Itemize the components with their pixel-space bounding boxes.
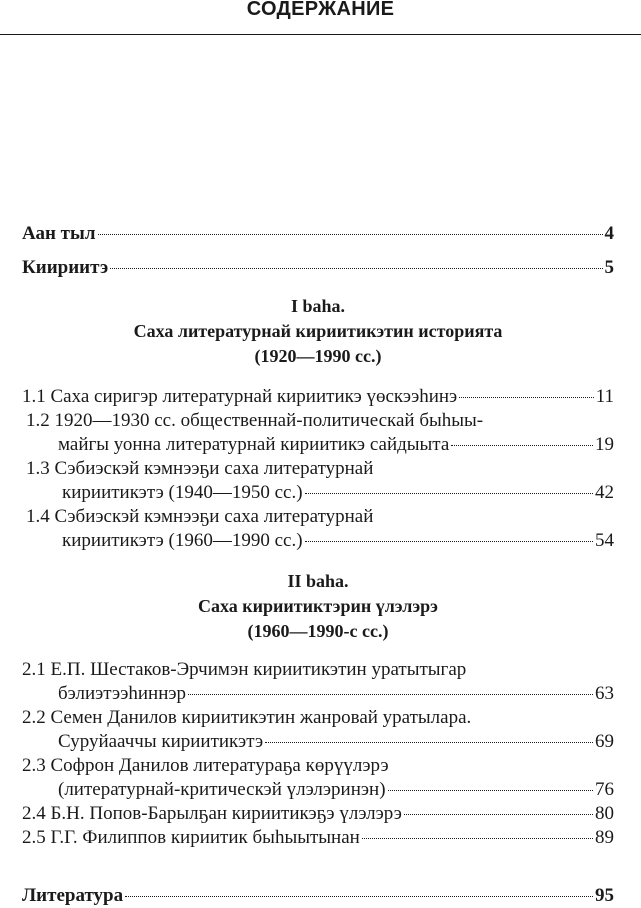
chapter-title: Саха кириитиктэрин үлэлэрэ	[198, 596, 438, 616]
chapter-2-heading	[22, 569, 614, 644]
toc-entry-title-line: кириитикэтэ (1960—1990 сс.)	[62, 530, 303, 551]
chapter-number: I baha.	[290, 296, 346, 316]
toc-entry-continuation	[22, 778, 614, 802]
toc-entry-continuation	[22, 682, 614, 706]
toc-entry-1-2	[22, 409, 614, 457]
leader-dots	[388, 790, 593, 791]
toc-entry-continuation	[22, 433, 614, 457]
toc-page-number: 4	[604, 223, 614, 244]
toc-entry-title-line: 2.3 Софрон Данилов литератураҕа көрүүлэрэ	[22, 755, 389, 776]
toc-entry-title-line: 2.1 Е.П. Шестаков-Эрчимэн кириитикэтин уратытыгар	[22, 659, 467, 680]
toc-page-number: 19	[595, 434, 614, 455]
leader-dots	[98, 234, 603, 235]
leader-dots	[459, 397, 593, 398]
toc-entry-title: Аан тыл	[22, 223, 96, 244]
leader-dots	[305, 541, 593, 542]
toc-entry-title-line: майгы уонна литературнай кириитикэ сайдыыта	[58, 434, 450, 455]
leader-dots	[265, 742, 593, 743]
toc-entry-title: Киириитэ	[22, 257, 109, 278]
toc-entry-literature	[22, 884, 614, 908]
leader-dots	[110, 268, 602, 269]
toc-page-number: 5	[604, 257, 614, 278]
leader-dots	[451, 445, 593, 446]
toc-entry-title-line: (литературнай-критическэй үлэлэринэн)	[58, 779, 386, 800]
toc-entry-title: 2.4 Б.Н. Попов-Барылҕан кириитикэҕэ үлэлэрэ	[22, 803, 402, 824]
page-header	[0, 0, 641, 35]
toc-entry-foreword	[22, 222, 614, 246]
toc-entry-2-4	[22, 802, 614, 826]
toc-page-number: 54	[595, 530, 614, 551]
toc-entry-introduction	[22, 256, 614, 280]
toc-entry-title: Литература	[22, 885, 124, 906]
toc-entry-1-1	[22, 385, 614, 409]
chapter-period: (1920—1990 сс.)	[254, 346, 382, 366]
chapter-number: II baha.	[287, 571, 349, 591]
chapter-title: Саха литературнай кириитикэтин историята	[133, 321, 503, 341]
toc-entry-continuation	[22, 730, 614, 754]
toc-entry-2-3	[22, 754, 614, 802]
toc-entry-2-2	[22, 706, 614, 754]
chapter-1-heading	[22, 294, 614, 369]
toc-page-number: 69	[595, 731, 614, 752]
chapter-period: (1960—1990-с сс.)	[247, 621, 389, 641]
toc-entry-title-line: 2.2 Семен Данилов кириитикэтин жанровай уратылара.	[22, 707, 472, 728]
toc-page-number: 11	[595, 386, 614, 407]
toc-entry-title-line: 1.4 Сэбиэскэй кэмнээҕи саха литературнай	[26, 506, 374, 527]
toc-entry-title: 2.5 Г.Г. Филиппов кириитик быһыытынан	[22, 827, 360, 848]
toc-page-number: 80	[595, 803, 614, 824]
toc-entry-title-line: 1.2 1920—1930 сс. общественнай-политическай быһыы-	[26, 410, 484, 431]
toc-page-number: 76	[595, 779, 614, 800]
leader-dots	[125, 896, 593, 897]
toc-page-number: 42	[595, 482, 614, 503]
toc-entry-1-4	[22, 505, 614, 553]
toc-page-number: 95	[595, 885, 614, 906]
toc-entry-title-line: Суруйааччы кириитикэтэ	[58, 731, 264, 752]
toc-entry-continuation	[22, 529, 614, 553]
table-of-contents	[22, 222, 614, 908]
toc-entry-1-3	[22, 457, 614, 505]
toc-entry-continuation	[22, 481, 614, 505]
toc-entry-title: 1.1 Саха сиригэр литературнай кириитикэ үөскээһинэ	[22, 386, 458, 407]
page-title: СОДЕРЖАНИЕ	[246, 0, 395, 20]
leader-dots	[305, 493, 593, 494]
chapter-1-items	[22, 385, 614, 553]
toc-entry-title-line: кириитикэтэ (1940—1950 сс.)	[62, 482, 303, 503]
leader-dots	[188, 694, 593, 695]
leader-dots	[362, 838, 593, 839]
toc-entry-title-line: бэлиэтээһиннэр	[58, 683, 187, 704]
toc-entry-title-line: 1.3 Сэбиэскэй кэмнээҕи саха литературнай	[26, 458, 374, 479]
toc-page-number: 63	[595, 683, 614, 704]
chapter-2-items	[22, 658, 614, 850]
toc-entry-2-1	[22, 658, 614, 706]
toc-page-number: 89	[595, 827, 614, 848]
leader-dots	[404, 814, 593, 815]
toc-entry-2-5	[22, 826, 614, 850]
